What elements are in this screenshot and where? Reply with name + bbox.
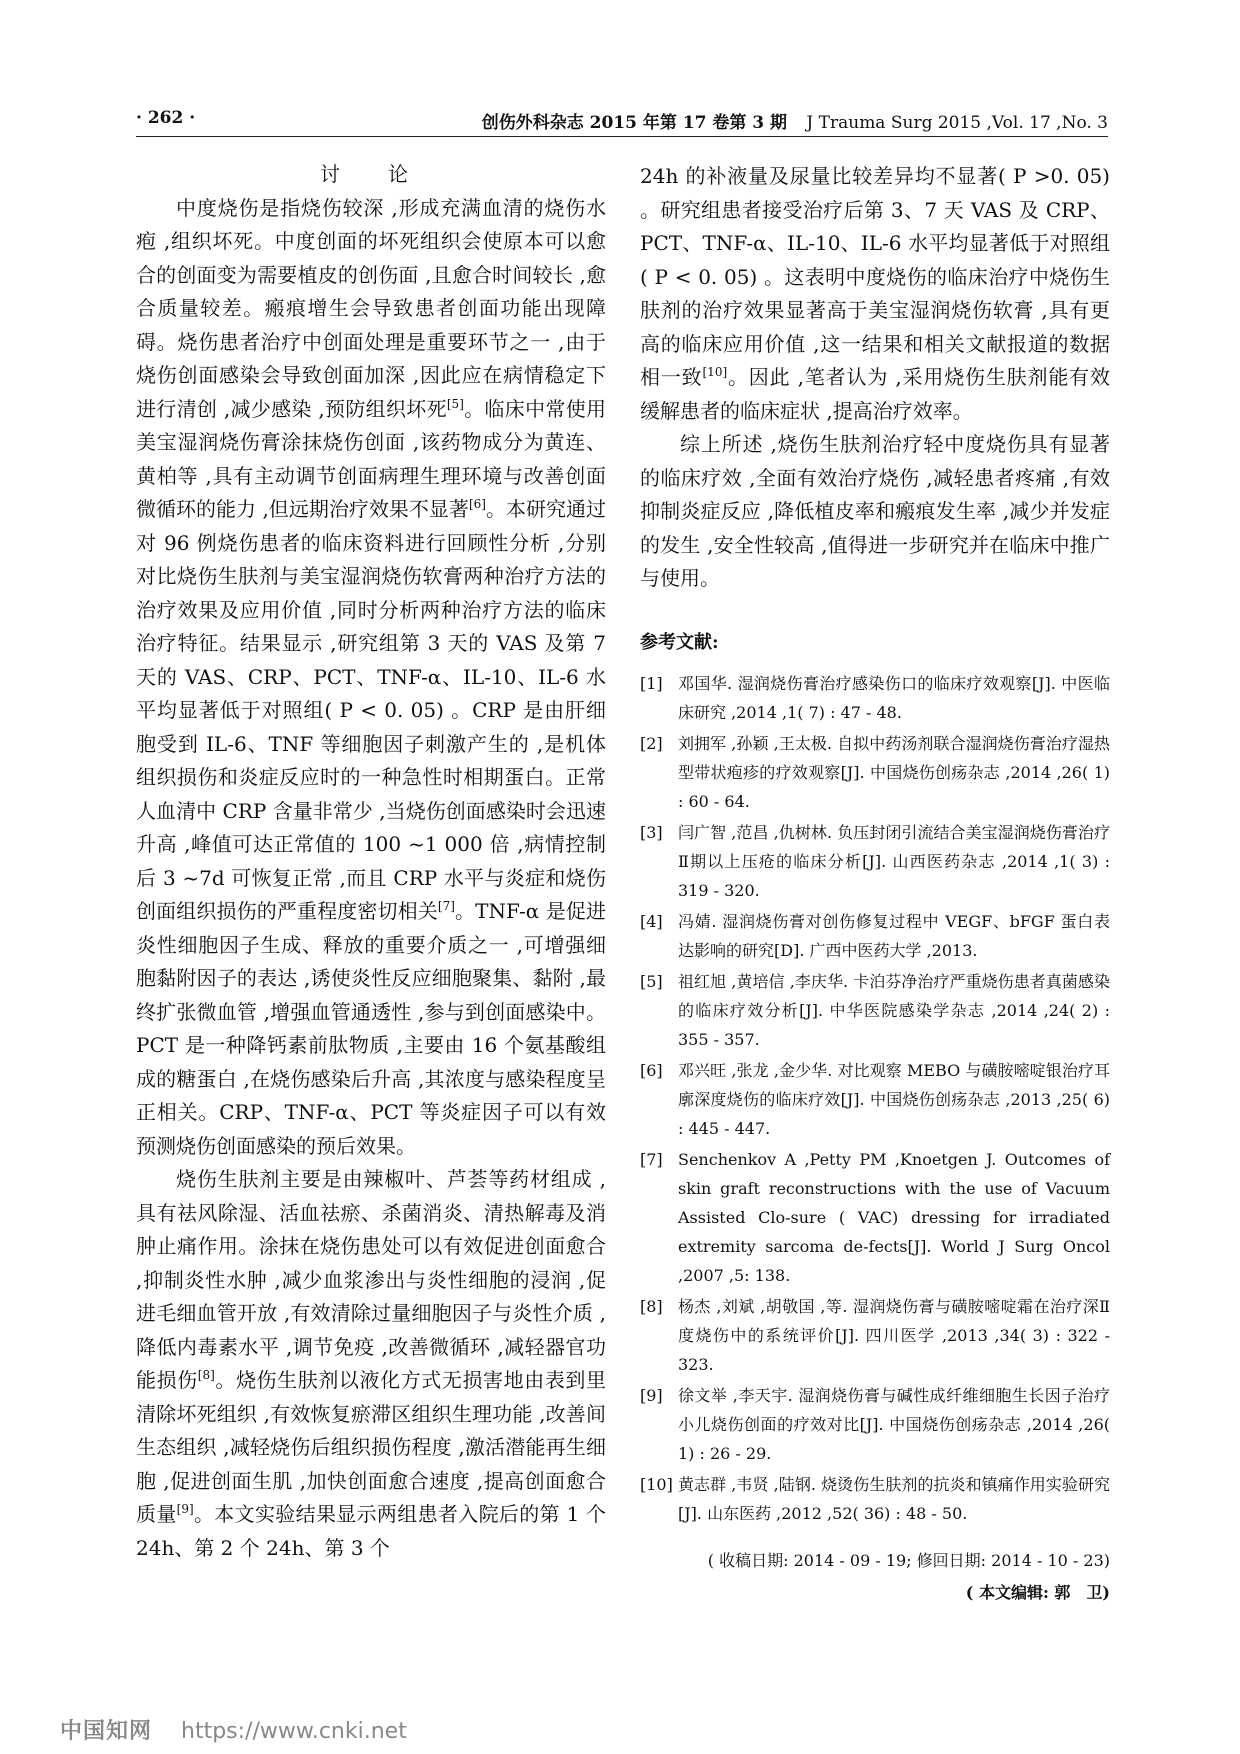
reference-text: 邓兴旺 ,张龙 ,金少华. 对比观察 MEBO 与磺胺嘧啶银治疗耳廓深度烧伤的临床疗效[J]. 中国烧伤创疡杂志 ,2013 ,25( 6) : 445 - 447. [678,1061,1110,1138]
reference-item [640,1381,1110,1468]
reference-item [640,818,1110,905]
reference-list [640,669,1110,1528]
reference-text: 祖红旭 ,黄培信 ,李庆华. 卡泊芬净治疗严重烧伤患者真菌感染的临床疗效分析[J]. 中华医院感染学杂志 ,2014 ,24( 2) : 355 - 357. [678,972,1110,1049]
page-header [136,106,1108,137]
reference-number: [2] [640,734,663,753]
citation[interactable]: [8] [197,1368,215,1382]
paragraph-text: 烧伤生肤剂主要是由辣椒叶、芦荟等药材组成 ,具有祛风除湿、活血祛瘀、杀菌消炎、清热解毒及消肿止痛作用。涂抹在烧伤患处可以有效促进创面愈合 ,抑制炎性水肿 ,减少血浆渗出与炎性细胞的浸润 ,促进毛细血管开放 ,有效清除过量细胞因子与炎性介质 ,降低内毒素水平 ,调节免疫 ,改善微循环 ,减轻器官功能损伤 [136,1167,606,1392]
reference-text: 徐文举 ,李天宇. 湿润烧伤膏与碱性成纤维细胞生长因子治疗小儿烧伤创面的疗效对比[J]. 中国烧伤创疡杂志 ,2014 ,26( 1) : 26 - 29. [678,1386,1110,1463]
journal-title-cn: 创伤外科杂志 2015 年第 17 卷第 3 期 [481,113,788,133]
reference-item [640,907,1110,965]
citation[interactable]: [9] [176,1502,194,1516]
paragraph-text: 。本研究通过对 96 例烧伤患者的临床资料进行回顾性分析 ,分别对比烧伤生肤剂与美宝湿润烧伤软膏两种治疗方法的治疗效果及应用价值 ,同时分析两种治疗方法的临床治疗特征。结果显示 ,研究组第 3 天的 VAS 及第 7 天的 VAS、CRP、PCT、TNF-α、IL-10、IL-6 水平均显著低于对照组( P < 0. 05) 。CRP 是由肝细胞受到 IL-6、TNF 等细胞因子刺激产生的 ,是机体组织损伤和炎症反应时的一种急性时相期蛋白。正常人血清中 CRP 含量非常少 ,当烧伤创面感染时会迅速升高 ,峰值可达正常值的 100 ~1 000 倍 ,病情控制后 3 ~7d 可恢复正常 ,而且 CRP 水平与炎症和烧伤创面组织损伤的严重程度密切相关 [136,497,607,923]
cnki-watermark [60,1714,407,1745]
body-paragraph-3 [640,428,1110,596]
reference-text: 冯婧. 湿润烧伤膏对创伤修复过程中 VEGF、bFGF 蛋白表达影响的研究[D]. 广西中医药大学 ,2013. [678,912,1110,960]
page-number: · 262 · [136,108,196,128]
reference-number: [5] [640,972,663,991]
reference-number: [10] [640,1475,673,1494]
reference-text: 刘拥军 ,孙颖 ,王太极. 自拟中药汤剂联合湿润烧伤膏治疗湿热型带状疱疹的疗效观察[J]. 中国烧伤创疡杂志 ,2014 ,26( 1) : 60 - 64. [678,734,1110,811]
reference-text: Senchenkov A ,Petty PM ,Knoetgen J. Outcomes of skin graft reconstructions with the use of Vacuum Assisted Clo-sure ( VAC) dressing for irradiated extremity sarcoma de-fects[J]. World J Surg Oncol ,2007 ,5: 138. [678,1150,1110,1285]
editor-credit: ( 本文编辑: 郭 卫) [965,1583,1110,1602]
reference-number: [1] [640,674,663,693]
paragraph-text: 。临床中常使用美宝湿润烧伤膏涂抹烧伤创面 ,该药物成分为黄连、黄柏等 ,具有主动调节创面病理生理环境与改善创面微循环的能力 ,但远期治疗效果不显著 [136,396,606,521]
reference-text: 黄志群 ,韦贤 ,陆钢. 烧烫伤生肤剂的抗炎和镇痛作用实验研究[J]. 山东医药 ,2012 ,52( 36) : 48 - 50. [678,1475,1110,1523]
reference-number: [3] [640,823,663,842]
received-revised-dates: ( 收稿日期: 2014 - 09 - 19; 修回日期: 2014 - 10 - 23) [707,1551,1110,1570]
body-paragraph-2 [136,1163,606,1565]
paragraph-text: 。TNF-α 是促进炎性细胞因子生成、释放的重要介质之一 ,可增强细胞黏附因子的表达 ,诱使炎性反应细胞聚集、黏附 ,最终扩张微血管 ,增强血管通透性 ,参与到创面感染中。PCT 是一种降钙素前肽物质 ,主要由 16 个氨基酸组成的糖蛋白 ,在烧伤感染后升高 ,其浓度与感染程度呈正相关。CRP、TNF-α、PCT 等炎症因子可以有效预测烧伤创面感染的预后效果。 [136,899,606,1158]
section-title: 讨 论 [320,162,422,186]
reference-number: [9] [640,1386,663,1405]
reference-item [640,1470,1110,1528]
citation[interactable]: [7] [437,899,455,913]
reference-number: [6] [640,1061,663,1080]
reference-item [640,1056,1110,1143]
reference-item [640,669,1110,727]
reference-number: [8] [640,1297,663,1316]
paragraph-text: 中度烧伤是指烧伤较深 ,形成充满血清的烧伤水疱 ,组织坏死。中度创面的坏死组织会使原本可以愈合的创面变为需要植皮的创伤面 ,且愈合时间较长 ,愈合质量较差。瘢痕增生会导致患者创面功能出现障碍。烧伤患者治疗中创面处理是重要环节之一 ,由于烧伤创面感染会导致创面加深 ,因此应在病情稳定下进行清创 ,减少感染 ,预防组织坏死 [136,195,606,421]
reference-item [640,1145,1110,1290]
reference-number: [4] [640,912,663,931]
paragraph-text: 。因此 ,笔者认为 ,采用烧伤生肤剂能有效缓解患者的临床症状 ,提高治疗效率。 [640,365,1111,423]
citation[interactable]: [10] [702,365,728,379]
paragraph-text: 24h 的补液量及尿量比较差异均不显著( P >0. 05) 。研究组患者接受治疗后第 3、7 天 VAS 及 CRP、PCT、TNF-α、IL-10、IL-6 水平均显著低于对照组( P < 0. 05) 。这表明中度烧伤的临床治疗中烧伤生肤剂的治疗效果显著高于美宝湿润烧伤软膏 ,具有更高的临床应用价值 ,这一结果和相关文献报道的数据相一致 [640,164,1110,389]
reference-text: 杨杰 ,刘斌 ,胡敬国 ,等. 湿润烧伤膏与磺胺嘧啶霜在治疗深Ⅱ度烧伤中的系统评价[J]. 四川医学 ,2013 ,34( 3) : 322 - 323. [678,1297,1110,1374]
right-column [640,160,1110,1610]
paragraph-text: 。本文实验结果显示两组患者入院后的第 1 个 24h、第 2 个 24h、第 3 个 [136,1502,606,1560]
paragraph-text: 综上所述 ,烧伤生肤剂治疗轻中度烧伤具有显著的临床疗效 ,全面有效治疗烧伤 ,减轻患者疼痛 ,有效抑制炎症反应 ,降低植皮率和瘢痕发生率 ,减少并发症的发生 ,安全性较高 ,值得进一步研究并在临床中推广与使用。 [640,432,1110,590]
journal-info [482,108,1108,133]
reference-item [640,967,1110,1054]
reference-text: 闫广智 ,范昌 ,仇树林. 负压封闭引流结合美宝湿润烧伤膏治疗Ⅱ期以上压疮的临床分析[J]. 山西医药杂志 ,2014 ,1( 3) : 319 - 320. [678,823,1110,900]
reference-item [640,729,1110,816]
reference-item [640,1292,1110,1379]
citation[interactable]: [6] [468,497,486,511]
cnki-url[interactable]: https://www.cnki.net [181,1719,407,1744]
reference-text: 邓国华. 湿润烧伤膏治疗感染伤口的临床疗效观察[J]. 中医临床研究 ,2014 ,1( 7) : 47 - 48. [678,674,1110,722]
body-paragraph-2-continued [640,160,1110,428]
left-column [136,160,606,1565]
references-title: 参考文献: [640,631,719,653]
journal-title-en: J Trauma Surg 2015 ,Vol. 17 ,No. 3 [806,113,1108,133]
paragraph-text: 。烧伤生肤剂以液化方式无损害地由表到里清除坏死组织 ,有效恢复瘀滞区组织生理功能 ,改善间生态组织 ,减轻烧伤后组织损伤程度 ,激活潜能再生细胞 ,促进创面生肌 ,加快创面愈合速度 ,提高创面愈合质量 [136,1368,607,1526]
body-paragraph-1 [136,192,606,1164]
cnki-logo-text: 中国知网 [60,1719,153,1744]
reference-number: [7] [640,1150,663,1169]
citation[interactable]: [5] [446,396,464,411]
